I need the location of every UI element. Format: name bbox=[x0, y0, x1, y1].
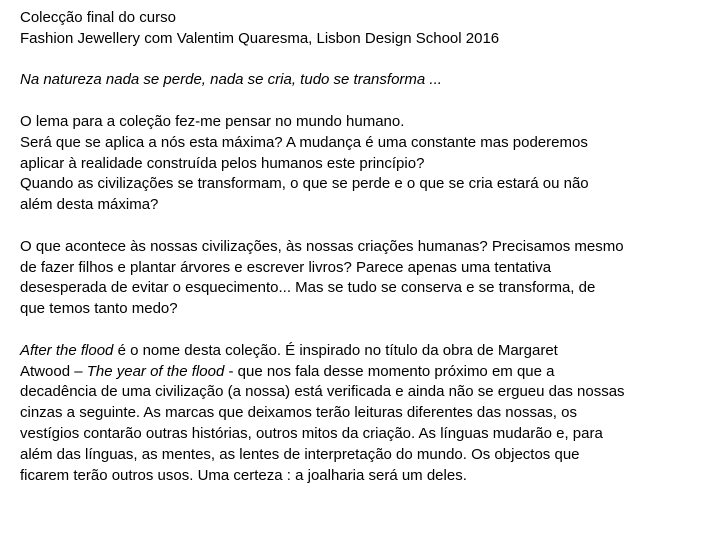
spacer bbox=[20, 320, 710, 341]
paragraph-line: além desta máxima? bbox=[20, 196, 159, 214]
paragraph-line: decadência de uma civilização (a nossa) está verificada e ainda não se ergueu das nossas bbox=[20, 383, 625, 401]
paragraph-2 bbox=[20, 237, 710, 320]
paragraph-line: O lema para a coleção fez-me pensar no mundo humano. bbox=[20, 112, 405, 130]
paragraph-line: aplicar à realidade construída pelos humanos este princípio? bbox=[20, 154, 425, 172]
epigraph: Na natureza nada se perde, nada se cria, tudo se transforma ... bbox=[20, 71, 442, 89]
book-title-after-the-flood: After the flood bbox=[20, 341, 114, 359]
paragraph-line: Será que se aplica a nós esta máxima? A mudança é uma constante mas poderemos bbox=[20, 133, 588, 151]
paragraph-text: Atwood – bbox=[20, 362, 87, 380]
paragraph-line: ficarem terão outros usos. Uma certeza : a joalharia será um deles. bbox=[20, 466, 467, 484]
document-page bbox=[20, 8, 710, 486]
paragraph-line: de fazer filhos e plantar árvores e escrever livros? Parece apenas uma tentativa bbox=[20, 258, 552, 276]
paragraph-text: - que nos fala desse momento próximo em que a bbox=[224, 362, 555, 380]
spacer bbox=[20, 91, 710, 112]
paragraph-1 bbox=[20, 112, 710, 216]
paragraph-line: O que acontece às nossas civilizações, às nossas criações humanas? Precisamos mesmo bbox=[20, 237, 624, 255]
heading-line-1: Colecção final do curso bbox=[20, 9, 176, 26]
paragraph-line: que temos tanto medo? bbox=[20, 300, 178, 318]
spacer bbox=[20, 216, 710, 237]
spacer bbox=[20, 50, 710, 71]
paragraph-line: vestígios contarão outras histórias, outros mitos da criação. As línguas mudarão e, para bbox=[20, 424, 603, 442]
paragraph-line bbox=[20, 341, 710, 362]
paragraph-line: além das línguas, as mentes, as lentes de interpretação do mundo. Os objectos que bbox=[20, 445, 580, 463]
paragraph-line: Quando as civilizações se transformam, o que se perde e o que se cria estará ou não bbox=[20, 175, 589, 193]
heading-line-2: Fashion Jewellery com Valentim Quaresma, Lisbon Design School 2016 bbox=[20, 29, 500, 47]
paragraph-text: é o nome desta coleção. É inspirado no título da obra de Margaret bbox=[113, 341, 558, 359]
paragraph-line: desesperada de evitar o esquecimento... Mas se tudo se conserva e se transforma, de bbox=[20, 279, 596, 297]
paragraph-line: cinzas a seguinte. As marcas que deixamos terão leituras diferentes das nossas, os bbox=[20, 404, 577, 422]
paragraph-line bbox=[20, 362, 710, 383]
paragraph-3 bbox=[20, 341, 710, 487]
heading-block bbox=[20, 8, 710, 50]
book-title-year-of-the-flood: The year of the flood bbox=[86, 362, 225, 380]
